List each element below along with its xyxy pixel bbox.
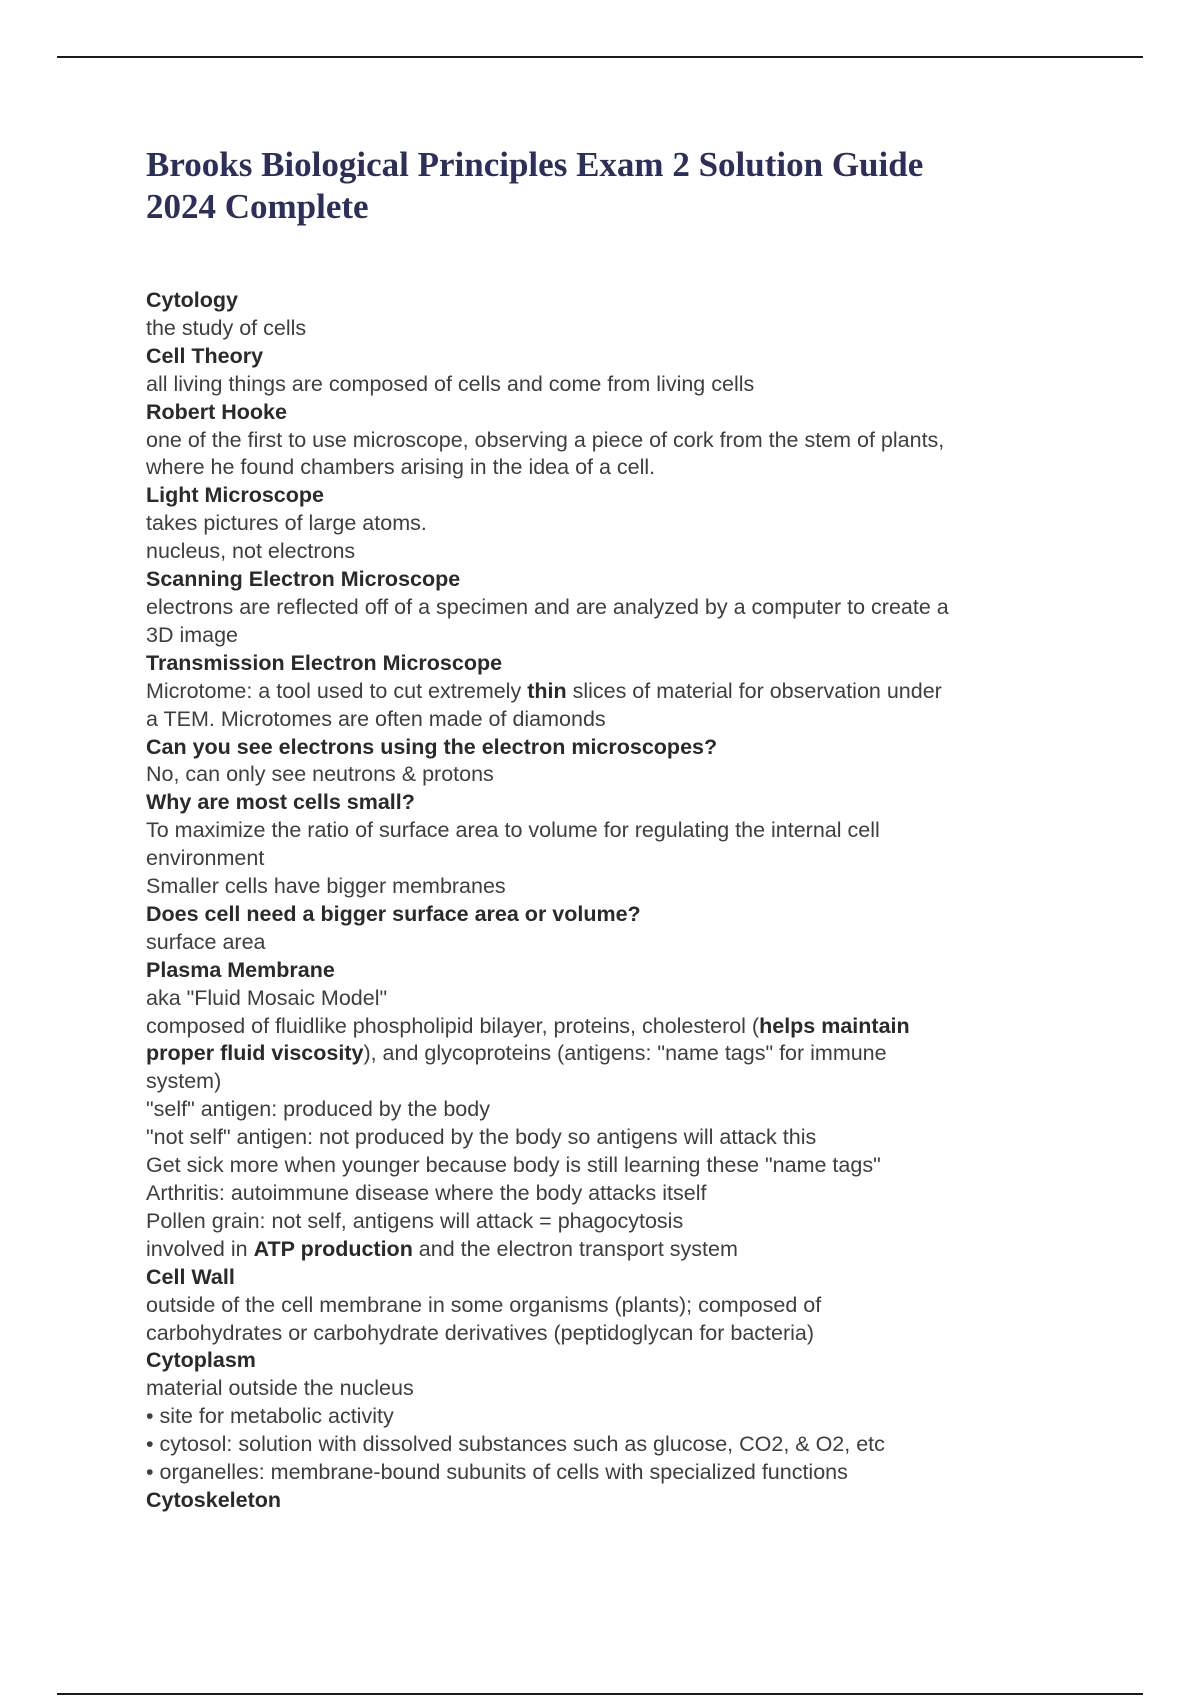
glossary-term: Robert Hooke <box>146 399 287 424</box>
definition-text: surface area <box>146 929 266 954</box>
definition-emphasis: proper fluid viscosity <box>146 1041 364 1066</box>
definition-line <box>146 371 1066 399</box>
definition-line <box>146 454 1066 482</box>
definition-text: 3D image <box>146 622 239 647</box>
definition-text: a TEM. Microtomes are often made of diamonds <box>146 706 606 731</box>
definition-text: electrons are reflected off of a specimen and are analyzed by a computer to create a <box>146 594 949 619</box>
definition-emphasis: ATP production <box>253 1236 413 1261</box>
document-title <box>146 144 1106 228</box>
definition-line <box>146 678 1066 706</box>
glossary-term: Does cell need a bigger surface area or volume? <box>146 901 641 926</box>
glossary-term: Cell Theory <box>146 343 264 368</box>
title-line-2: 2024 Complete <box>146 187 369 226</box>
definition-text: takes pictures of large atoms. <box>146 511 427 536</box>
definition-text: where he found chambers arising in the idea of a cell. <box>146 455 656 480</box>
definition-line <box>146 1208 1066 1236</box>
definition-text: material outside the nucleus <box>146 1376 414 1401</box>
definition-line <box>146 594 1066 622</box>
definition-line <box>146 538 1066 566</box>
glossary-term: Why are most cells small? <box>146 790 415 815</box>
glossary-term: Cytoplasm <box>146 1348 256 1373</box>
definition-text: ), and glycoproteins (antigens: "name tags" for immune <box>363 1041 887 1066</box>
definition-text: system) <box>146 1069 222 1094</box>
definition-line <box>146 985 1066 1013</box>
definition-emphasis: thin <box>527 678 567 703</box>
definition-line <box>146 1068 1066 1096</box>
definition-text: • site for metabolic activity <box>146 1404 394 1429</box>
glossary-term: Light Microscope <box>146 483 324 508</box>
definition-line <box>146 1459 1066 1487</box>
definition-text: To maximize the ratio of surface area to volume for regulating the internal cell <box>146 818 880 843</box>
definition-line <box>146 1152 1066 1180</box>
definition-line <box>146 1124 1066 1152</box>
definition-text: involved in <box>146 1236 254 1261</box>
definition-text: environment <box>146 846 265 871</box>
definition-line <box>146 1180 1066 1208</box>
glossary-term: Cytoskeleton <box>146 1487 282 1512</box>
definition-line <box>146 929 1066 957</box>
definition-text: Smaller cells have bigger membranes <box>146 874 506 899</box>
definition-text: • cytosol: solution with dissolved substances such as glucose, CO2, & O2, etc <box>146 1432 885 1457</box>
definition-line <box>146 1375 1066 1403</box>
definition-text: No, can only see neutrons & protons <box>146 762 494 787</box>
definition-line <box>146 873 1066 901</box>
definition-line <box>146 510 1066 538</box>
definition-text: • organelles: membrane-bound subunits of cells with specialized functions <box>146 1460 848 1485</box>
glossary-term: Transmission Electron Microscope <box>146 650 503 675</box>
definition-line <box>146 845 1066 873</box>
definition-text: one of the first to use microscope, observing a piece of cork from the stem of plants, <box>146 427 945 452</box>
glossary-term: Plasma Membrane <box>146 957 335 982</box>
title-line-1: Brooks Biological Principles Exam 2 Solution Guide <box>146 145 924 184</box>
glossary-term: Cytology <box>146 288 238 312</box>
definition-line <box>146 427 1066 455</box>
definition-line <box>146 622 1066 650</box>
definition-text: and the electron transport system <box>412 1236 738 1261</box>
definition-text: aka "Fluid Mosaic Model" <box>146 985 388 1010</box>
definition-text: slices of material for observation under <box>566 678 942 703</box>
definition-text: "self" antigen: produced by the body <box>146 1097 490 1122</box>
definition-emphasis: helps maintain <box>759 1013 910 1038</box>
definition-text: Microtome: a tool used to cut extremely <box>146 678 528 703</box>
definition-line <box>146 1320 1066 1348</box>
definition-line <box>146 761 1066 789</box>
header-rule <box>57 56 1143 58</box>
definition-line <box>146 1236 1066 1264</box>
definition-text: composed of fluidlike phospholipid bilayer, proteins, cholesterol ( <box>146 1013 760 1038</box>
definition-text: outside of the cell membrane in some organisms (plants); composed of <box>146 1292 822 1317</box>
definition-line <box>146 315 1066 343</box>
definition-line <box>146 1292 1066 1320</box>
definition-text: "not self" antigen: not produced by the body so antigens will attack this <box>146 1125 817 1150</box>
footer-rule <box>57 1693 1143 1695</box>
definition-line <box>146 817 1066 845</box>
definition-line <box>146 1096 1066 1124</box>
definition-line <box>146 1403 1066 1431</box>
definition-text: nucleus, not electrons <box>146 539 356 564</box>
glossary-term: Can you see electrons using the electron microscopes? <box>146 734 718 759</box>
definition-text: Pollen grain: not self, antigens will attack = phagocytosis <box>146 1208 684 1233</box>
definition-text: the study of cells <box>146 315 307 340</box>
glossary-term: Scanning Electron Microscope <box>146 567 461 592</box>
definition-text: all living things are composed of cells and come from living cells <box>146 371 755 396</box>
glossary-content <box>146 287 1066 1515</box>
definition-text: carbohydrates or carbohydrate derivatives (peptidoglycan for bacteria) <box>146 1320 815 1345</box>
glossary-term: Cell Wall <box>146 1264 235 1289</box>
definition-text: Arthritis: autoimmune disease where the body attacks itself <box>146 1181 707 1205</box>
definition-line <box>146 1013 1066 1041</box>
definition-line <box>146 706 1066 734</box>
definition-line <box>146 1431 1066 1459</box>
definition-text: Get sick more when younger because body is still learning these "name tags" <box>146 1153 881 1178</box>
definition-line <box>146 1040 1066 1068</box>
